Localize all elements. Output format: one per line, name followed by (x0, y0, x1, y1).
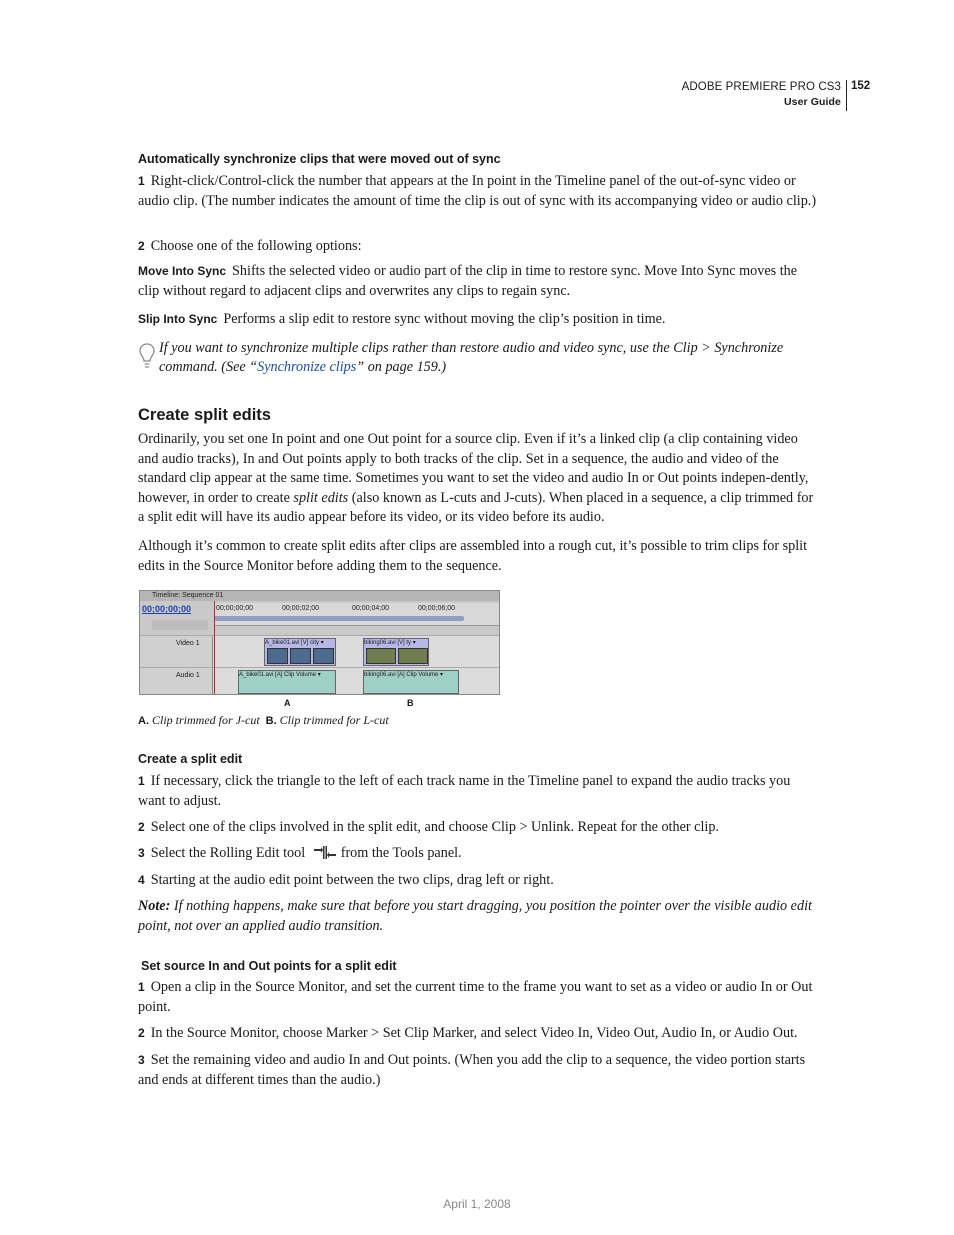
step-number: 1 (138, 774, 145, 788)
step-text: Open a clip in the Source Monitor, and set the current time to the frame you want to set as a video or audio In or Out point. (138, 979, 813, 1015)
audio-track-header (140, 668, 213, 695)
zoom-scrollbar (214, 616, 464, 621)
section-heading-split-edits: Create split edits (138, 406, 271, 424)
clip-thumbnail (267, 648, 288, 664)
clip-b-video (363, 638, 429, 666)
video-track-header (140, 636, 213, 668)
note-label: Note: (138, 898, 171, 914)
step-number: 1 (138, 174, 145, 188)
sync-step-2 (138, 237, 818, 257)
clip-thumbnail (313, 648, 334, 664)
sync-step-1 (138, 172, 818, 211)
step-text: Set the remaining video and audio In and Out points. (When you add the clip to a sequence, the video portion starts and ends at different times than the audio.) (138, 1052, 806, 1088)
clip-label: A_bike01.avi [A] Clip Volume ▾ (239, 672, 321, 678)
step-text: Select the Rolling Edit tool (150, 845, 306, 861)
clip-thumbnail (366, 648, 396, 664)
clip-b-audio (363, 670, 459, 694)
audio-track-name: Audio 1 (176, 672, 200, 679)
para-text: (also known as L-cuts and J-cuts). When placed in a sequence, a clip trimmed for a split edit will have its audio appear before its video, or its video before its audio. (138, 489, 814, 525)
step-text: Right-click/Control-click the number that appears at the In point in the Timeline panel of the out-of-sync video or audio clip. (The number indicates the amount of time the clip is out of sync with its accompanying video or audio clip.) (138, 173, 817, 209)
note (138, 897, 818, 936)
step-number: 2 (138, 239, 145, 253)
synchronize-clips-link[interactable]: Synchronize clips (257, 359, 357, 375)
timeline-panel-title: Timeline: Sequence 01 (140, 591, 499, 601)
audio-track (140, 667, 499, 695)
caption-text: Clip trimmed for J-cut (152, 713, 260, 727)
option-term: Move Into Sync (138, 264, 227, 278)
source-step-2 (138, 1024, 818, 1044)
step-text: In the Source Monitor, choose Marker > Set Clip Marker, and select Video In, Video Out, Audio In, or Audio Out. (150, 1025, 798, 1041)
playhead (214, 601, 215, 695)
clip-thumbnail (290, 648, 311, 664)
guide-name: User Guide (783, 96, 841, 108)
para-emphasis: split edits (293, 489, 349, 506)
step-number: 1 (138, 980, 145, 994)
step-text: Choose one of the following options: (150, 238, 362, 254)
rolling-edit-tool-icon (313, 845, 337, 867)
split-step-4 (138, 871, 818, 891)
page-number: 152 (851, 80, 871, 92)
caption-key: B. (265, 715, 277, 727)
figure-label-b: B (407, 698, 414, 708)
clip-a-video (264, 638, 336, 666)
section-heading-source-in-out: Set source In and Out points for a split edit (141, 959, 397, 973)
option-slip-into-sync (138, 310, 818, 330)
tip-text (159, 339, 819, 377)
split-step-1 (138, 772, 818, 811)
section-heading-create-split-edit: Create a split edit (138, 752, 243, 766)
step-text: Starting at the audio edit point between the two clips, drag left or right. (150, 872, 554, 888)
ruler-label: 00;00;00;00 (216, 605, 253, 612)
timeline-tool-buttons (152, 620, 208, 630)
split-edits-paragraph-2: Although it’s common to create split edits after clips are assembled into a rough cut, it’s possible to trim clips for split edits in the Source Monitor before adding them to the sequence. (138, 538, 808, 574)
step-number: 3 (138, 1053, 145, 1067)
source-step-3 (138, 1051, 818, 1090)
option-term: Slip Into Sync (138, 312, 218, 326)
split-step-2 (138, 818, 818, 838)
step-text: from the Tools panel. (340, 845, 462, 861)
section-heading-sync: Automatically synchronize clips that were moved out of sync (138, 152, 501, 166)
tip-text-after: ” on page 159.) (356, 359, 447, 375)
video-track (140, 635, 499, 668)
caption-text: Clip trimmed for L-cut (279, 713, 389, 727)
ruler-label: 00;00;06;00 (418, 605, 455, 612)
note-text: If nothing happens, make sure that before you start dragging, you position the pointer over the visible audio edit point, not over an applied audio transition. (138, 898, 812, 934)
timeline-screenshot (139, 590, 500, 695)
time-ruler (214, 603, 500, 626)
source-step-1 (138, 978, 818, 1017)
timeline-timecode: 00;00;00;00 (142, 604, 192, 614)
option-text: Shifts the selected video or audio part of the clip in time to restore sync. Move Into Sync moves the clip without regard to adjacent clips and overwrites any clips to regain sync. (138, 263, 798, 299)
step-text: If necessary, click the triangle to the left of each track name in the Timeline panel to expand the audio tracks you want to adjust. (138, 773, 791, 809)
split-step-3 (138, 844, 818, 867)
figure-label-a: A (284, 698, 291, 708)
figure-caption (138, 713, 389, 728)
clip-label: A_bike01.avi [V] city ▾ (265, 640, 324, 646)
clip-a-audio (238, 670, 336, 694)
lightbulb-icon (138, 342, 156, 372)
header-divider (846, 80, 847, 111)
clip-thumbnail (398, 648, 428, 664)
split-edits-paragraph-1 (138, 430, 818, 528)
ruler-label: 00;00;02;00 (282, 605, 319, 612)
tip-text-before: If you want to synchronize multiple clips rather than restore audio and video sync, use the Clip > Synchronize command. (See “ (159, 340, 784, 375)
clip-label: biking06.avi [V] ty ▾ (364, 640, 416, 646)
step-number: 2 (138, 820, 145, 834)
step-number: 2 (138, 1026, 145, 1040)
option-move-into-sync (138, 262, 818, 301)
video-track-name: Video 1 (176, 640, 200, 647)
ruler-label: 00;00;04;00 (352, 605, 389, 612)
caption-key: A. (138, 715, 149, 727)
step-number: 4 (138, 873, 145, 887)
product-name: ADOBE PREMIERE PRO CS3 (681, 81, 841, 93)
running-header (682, 80, 841, 110)
clip-label: biking06.avi [A] Clip Volume ▾ (364, 672, 444, 678)
footer-date: April 1, 2008 (443, 1197, 511, 1211)
step-number: 3 (138, 846, 145, 860)
step-text: Select one of the clips involved in the split edit, and choose Clip > Unlink. Repeat for the other clip. (150, 819, 719, 835)
option-text: Performs a slip edit to restore sync without moving the clip’s position in time. (223, 311, 666, 327)
para-text: Ordinarily, you set one In point and one Out point for a source clip. Even if it’s a linked clip (a clip containing video and audio tracks), In and Out points apply to both tracks of the clip. Set in a sequence, the audio and video of the standard clip appear at the same time. Sometimes you want to set the video and audio In or Out points indepen-dently, however, in order to create (138, 431, 809, 506)
